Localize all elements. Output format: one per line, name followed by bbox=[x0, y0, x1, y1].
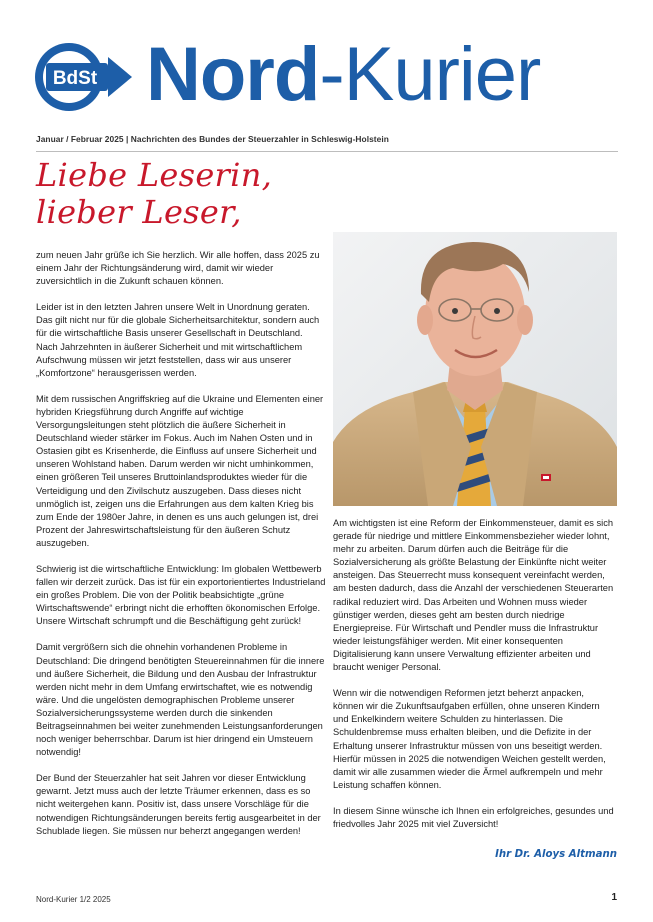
greeting-headline bbox=[36, 157, 272, 231]
page-number: 1 bbox=[611, 892, 617, 903]
paragraph: Mit dem russischen Angriffskrieg auf die Ukraine und Elementen einer hybriden Kriegsführung durch Angriffe auf wichtige Versorgungsleitungen steht plötzlich die äußere Sicherheit in Deutschland wieder stärker im Fokus. Auch im Nahen Osten und in Ostasien gibt es Krisenherde, die Einfluss auf unsere Sicherheit und unseren Wohlstand haben. Darum werden wir nicht umhinkommen, einen größeren Teil unseres Bruttoinlandsproduktes wieder für die Verteidigung und den Zivilschutz auszugeben. Dass dieses nicht unmöglich ist, zeigen uns die Erfahrungen aus dem kalten Krieg bis zum Ende der 1980er Jahre, in denen es uns auch gelungen ist, drei Prozent der Jahreswirtschaftsleistung für den äußeren Schutz auszugeben. bbox=[36, 393, 324, 548]
paragraph: Damit vergrößern sich die ohnehin vorhandenen Probleme in Deutschland: Die dringend benötigten Steuereinnahmen für die innere und äußere Sicherheit, die Bildung und den Ausbau der Infrastruktur werden nicht mehr in dem Umfang erwirtschaftet, wie es notwendig wäre. Und die ungelösten demographischen Probleme unserer Sozialversicherungssysteme werden durch die sinkenden Beitragseinnahmen bei weiter zunehmenden Leistungsanforderungen noch weniger beherrschbar. Darum ist hier dringend ein Umsteuern notwendig! bbox=[36, 642, 325, 758]
bdst-logo bbox=[32, 40, 134, 114]
paragraph: Leider ist in den letzten Jahren unsere Welt in Unordnung geraten. Das gilt nicht nur für die globale Sicherheitsarchitektur, sondern auch für die wirtschaftliche Basis unserer Gesellschaft in Deutschland. Nach Jahrzehnten in äußerer Sicherheit und mit wirtschaftlichem Aufschwung müssen wir jetzt feststellen, dass wir aus unserer „Komfortzone“ herausgerissen werden. bbox=[36, 302, 320, 378]
greeting-line-2: lieber Leser, bbox=[36, 193, 242, 231]
right-column bbox=[333, 517, 617, 844]
title-bold: Nord bbox=[146, 32, 320, 117]
logo-text: BdSt bbox=[52, 68, 98, 89]
paragraph: Der Bund der Steuerzahler hat seit Jahren vor dieser Entwicklung gewarnt. Jetzt muss auch der letzte Träumer erkennen, dass es so nicht weitergehen kann. Positiv ist, dass unsere Vorschläge für die notwendigen Richtungsänderungen bereits fertig ausgearbeitet in der Schublade liegen. Sie müssen nur beherzt angegangen werden! bbox=[36, 773, 321, 836]
paragraph: Wenn wir die notwendigen Reformen jetzt beherzt anpacken, können wir die Zukunftsaufgaben erfüllen, ohne unseren Kindern und Enkelkindern weitere Schulden zu hinterlassen. Die Schuldenbremse muss erhalten bleiben, und die Defizite in der Erhaltung unserer Infrastruktur müssen von uns beseitigt werden. Hierfür müssen in 2025 die notwendigen Weichen gestellt werden, damit wir alle zusammen wieder die Ärmel aufkrempeln und mehr Leistung schaffen können. bbox=[333, 688, 606, 790]
masthead bbox=[32, 32, 622, 118]
left-column bbox=[36, 249, 326, 851]
paragraph: In diesem Sinne wünsche ich Ihnen ein erfolgreiches, gesundes und friedvolles Jahr 2025 mit viel Zuversicht! bbox=[333, 805, 614, 829]
paragraph: Am wichtigsten ist eine Reform der Einkommensteuer, damit es sich gerade für niedrige und mittlere Einkommensbezieher wieder lohnt, mehr zu arbeiten. Darum dürfen auch die Beiträge für die Sozialversicherung als größte Belastung der Einkünfte nicht weiter ansteigen. Das Steuerrecht muss konsequent vereinfacht werden, am besten dadurch, dass die Anzahl der verschiedenen Steuerarten radikal reduziert wird. Das Arbeiten und Wohnen muss wieder günstiger werden, dieses geht am besten durch niedrige Energiepreise. Für Wirtschaft und Pendler muss die Infrastruktur wieder leistungsfähiger werden. Mit einer konsequenten Digitalisierung kann unsere Verwaltung effizienter arbeiten und braucht weniger Personal. bbox=[333, 518, 614, 673]
greeting-line-1: Liebe Leserin, bbox=[36, 156, 273, 194]
footer-issue: Nord-Kurier 1/2 2025 bbox=[36, 895, 111, 904]
newspaper-title bbox=[146, 32, 540, 118]
paragraph: zum neuen Jahr grüße ich Sie herzlich. Wir alle hoffen, dass 2025 zu einem Jahr der Richtungsänderung wird, damit wir wieder zuversichtlich in die Zukunft schauen können. bbox=[36, 250, 320, 287]
paragraph: Schwierig ist die wirtschaftliche Entwicklung: Im globalen Wettbewerb fallen wir derzeit zurück. Das ist für ein exportorientiertes Industrieland ein großes Problem. Die von der Politik beabsichtigte „grüne Wirtschaftswende“ erbringt nicht die erhofften ökonomischen Erfolge. Unsere Wirtschaft schrumpft und die Beschäftigung geht zurück! bbox=[36, 563, 326, 627]
signature: Ihr Dr. Aloys Altmann bbox=[495, 849, 617, 860]
divider bbox=[36, 151, 618, 152]
title-rest: -Kurier bbox=[319, 32, 541, 117]
author-portrait-photo bbox=[333, 232, 617, 506]
issue-line: Januar / Februar 2025 | Nachrichten des Bundes der Steuerzahler in Schleswig-Holstein bbox=[36, 134, 389, 144]
